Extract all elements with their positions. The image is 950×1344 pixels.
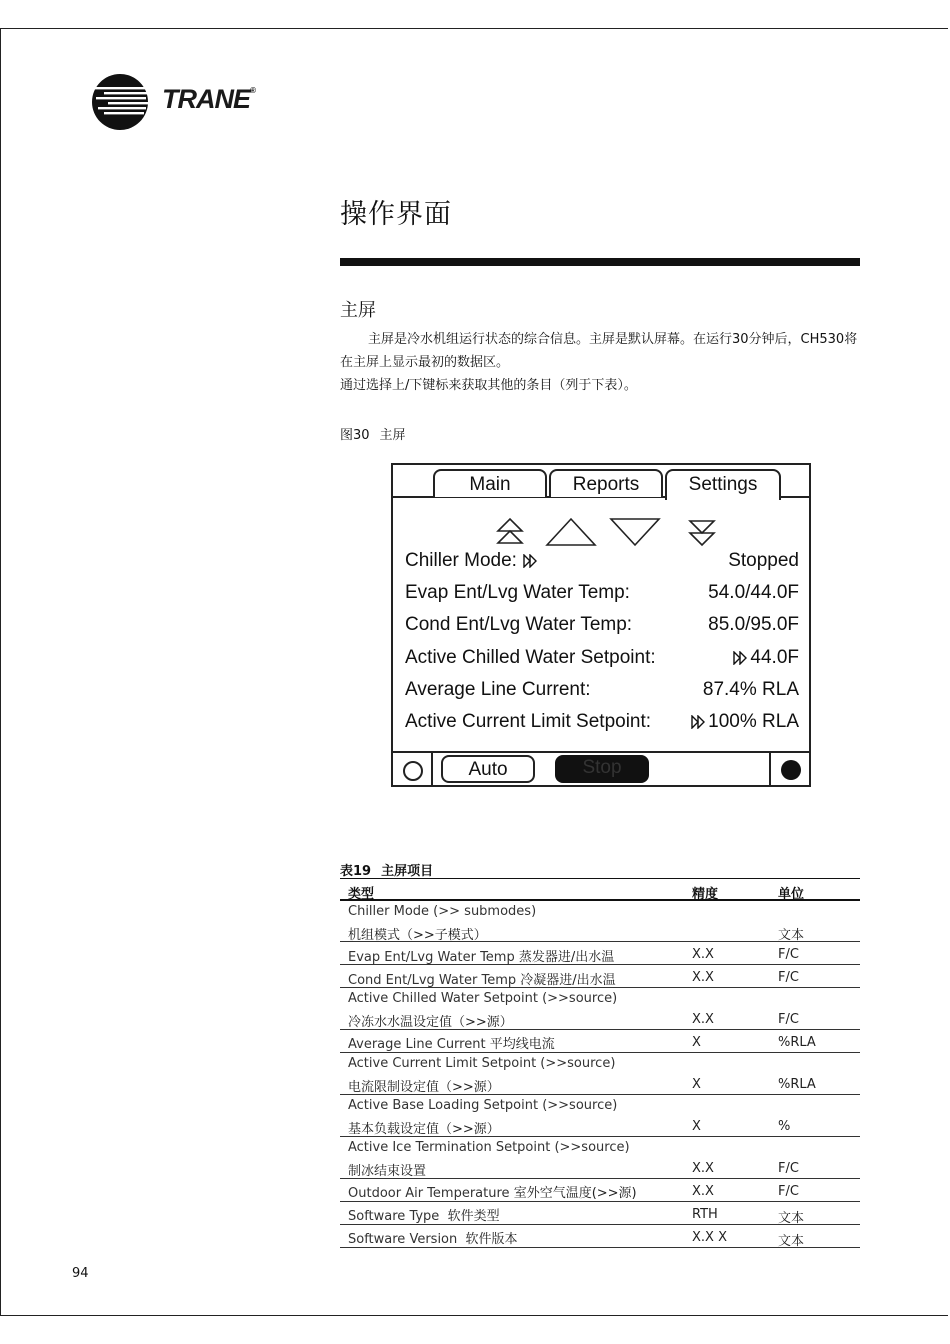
- table-caption: 表19 主屏项目: [340, 864, 434, 879]
- cell-type-en: Software Type: [348, 1209, 440, 1224]
- cell-unit: F/C: [778, 1012, 799, 1027]
- row-label: Evap Ent/Lvg Water Temp:: [405, 582, 630, 603]
- tab-settings[interactable]: Settings: [665, 469, 781, 500]
- figure-caption: 图30 主屏: [340, 428, 406, 443]
- table-row: [340, 1030, 860, 1053]
- row-value: 85.0/95.0F: [708, 614, 799, 635]
- cell-precision: X.X: [692, 1012, 714, 1027]
- auto-button[interactable]: Auto: [441, 755, 535, 783]
- double-arrow-icon: [523, 554, 539, 568]
- cell-type-cn: 室外空气温度(>>源): [513, 1186, 637, 1201]
- row-evap-water-temp: [405, 578, 799, 608]
- cell-type-cn: 基本负载设定值（>>源）: [348, 1122, 500, 1137]
- row-average-line-current: [405, 675, 799, 705]
- cell-unit: F/C: [778, 970, 799, 985]
- header-type: 类型: [348, 887, 375, 902]
- cell-type-en: Evap Ent/Lvg Water Temp: [348, 950, 515, 965]
- cell-type-cn: 机组模式（>>子模式）: [348, 928, 487, 943]
- table-header: [340, 881, 860, 901]
- tab-reports[interactable]: Reports: [549, 469, 663, 497]
- table-row: [340, 1137, 860, 1179]
- page-number: 94: [72, 1266, 89, 1281]
- cell-unit: F/C: [778, 1161, 799, 1176]
- header-precision: 精度: [692, 887, 719, 902]
- cell-type-cn: 冷冻水水温设定值（>>源）: [348, 1015, 513, 1030]
- body-text: [340, 328, 860, 397]
- table-row: [340, 942, 860, 965]
- cell-type-cn: 软件版本: [465, 1232, 518, 1247]
- bottom-separator-left: [431, 751, 433, 785]
- row-chiller-mode[interactable]: [405, 546, 799, 576]
- row-cond-water-temp: [405, 610, 799, 640]
- body-paragraph-2: 通过选择上/下键标来获取其他的条目（列于下表）。: [340, 378, 637, 393]
- cell-precision: X: [692, 1035, 701, 1050]
- row-value: 87.4% RLA: [702, 679, 799, 700]
- cell-type-en: Software Version: [348, 1232, 458, 1247]
- row-label: Active Current Limit Setpoint:: [405, 711, 652, 732]
- row-label: Average Line Current:: [405, 679, 591, 700]
- row-label: Chiller Mode:: [405, 550, 517, 571]
- cell-precision: X.X: [692, 1161, 714, 1176]
- cell-unit: F/C: [778, 1184, 799, 1199]
- status-indicator-filled-icon: [781, 760, 801, 780]
- cell-type-en: Cond Ent/Lvg Water Temp: [348, 973, 517, 988]
- cell-unit: %: [778, 1119, 791, 1134]
- cell-precision: X.X: [692, 970, 714, 985]
- cell-precision: X.X: [692, 947, 714, 962]
- double-arrow-icon: [733, 651, 749, 665]
- cell-type-cn: 平均线电流: [489, 1037, 555, 1052]
- scroll-down-icon: [611, 519, 659, 545]
- cell-type-en: Active Chilled Water Setpoint (>>source): [348, 991, 618, 1006]
- cell-precision: X: [692, 1119, 701, 1134]
- row-label: Active Chilled Water Setpoint:: [405, 647, 656, 668]
- cell-type-cn: 蒸发器进/出水温: [518, 950, 615, 965]
- cell-unit: %RLA: [778, 1077, 816, 1092]
- cell-precision: X.X: [692, 1184, 714, 1199]
- page-up-double-icon: [498, 519, 522, 543]
- table-row: [340, 965, 860, 988]
- trane-logo-icon: [90, 72, 150, 132]
- status-indicator-empty-icon: [403, 761, 423, 781]
- scroll-up-icon: [547, 519, 595, 545]
- cell-precision: X.X X: [692, 1230, 727, 1245]
- stop-button[interactable]: Stop: [555, 755, 649, 783]
- page-down-double-icon: [690, 521, 714, 545]
- tab-main[interactable]: Main: [433, 469, 547, 497]
- cell-type-en: Outdoor Air Temperature: [348, 1186, 510, 1201]
- row-value: 100% RLA: [708, 711, 799, 732]
- cell-unit: 文本: [778, 1211, 805, 1226]
- title-rule: [340, 258, 860, 266]
- row-current-limit-setpoint[interactable]: [405, 707, 799, 737]
- row-chilled-water-setpoint[interactable]: [405, 643, 799, 673]
- cell-type-cn: 制冰结束设置: [348, 1164, 427, 1179]
- table-top-rule: [340, 878, 860, 879]
- cell-precision: RTH: [692, 1207, 718, 1222]
- table-row: [340, 901, 860, 942]
- cell-unit: %RLA: [778, 1035, 816, 1050]
- cell-type-cn: 软件类型: [447, 1209, 500, 1224]
- cell-unit: 文本: [778, 1234, 805, 1249]
- table-row: [340, 1202, 860, 1225]
- main-screen-figure: [391, 463, 811, 787]
- table-row: [340, 1095, 860, 1137]
- table-row: [340, 1053, 860, 1095]
- table-row: [340, 1179, 860, 1202]
- cell-precision: X: [692, 1077, 701, 1092]
- section-title: 主屏: [340, 300, 376, 321]
- cell-type-en: Chiller Mode (>> submodes): [348, 904, 537, 919]
- page-title: 操作界面: [340, 199, 452, 231]
- cell-type-en: Average Line Current: [348, 1037, 486, 1052]
- double-arrow-icon: [691, 715, 707, 729]
- cell-type-cn: 冷凝器进/出水温: [520, 973, 616, 988]
- brand-name: TRANE®: [162, 84, 255, 114]
- table-body: [340, 901, 860, 1248]
- cell-type-cn: 电流限制设定值（>>源）: [348, 1080, 500, 1095]
- row-value: 54.0/44.0F: [708, 582, 799, 603]
- row-value: 44.0F: [750, 647, 799, 668]
- cell-type-en: Active Base Loading Setpoint (>>source): [348, 1098, 618, 1113]
- cell-type-en: Active Ice Termination Setpoint (>>source): [348, 1140, 630, 1155]
- body-paragraph-1: 主屏是冷水机组运行状态的综合信息。主屏是默认屏幕。在运行30分钟后，CH530将在主屏上显示最初的数据区。: [340, 332, 858, 370]
- cell-unit: 文本: [778, 928, 805, 943]
- cell-unit: F/C: [778, 947, 799, 962]
- bottom-separator-right: [769, 751, 771, 785]
- cell-type-en: Active Current Limit Setpoint (>>source): [348, 1056, 616, 1071]
- row-value: Stopped: [728, 550, 799, 571]
- table-row: [340, 1225, 860, 1248]
- bottom-bar-line: [393, 751, 809, 753]
- header-unit: 单位: [778, 887, 805, 902]
- row-label: Cond Ent/Lvg Water Temp:: [405, 614, 633, 635]
- table-row: [340, 988, 860, 1030]
